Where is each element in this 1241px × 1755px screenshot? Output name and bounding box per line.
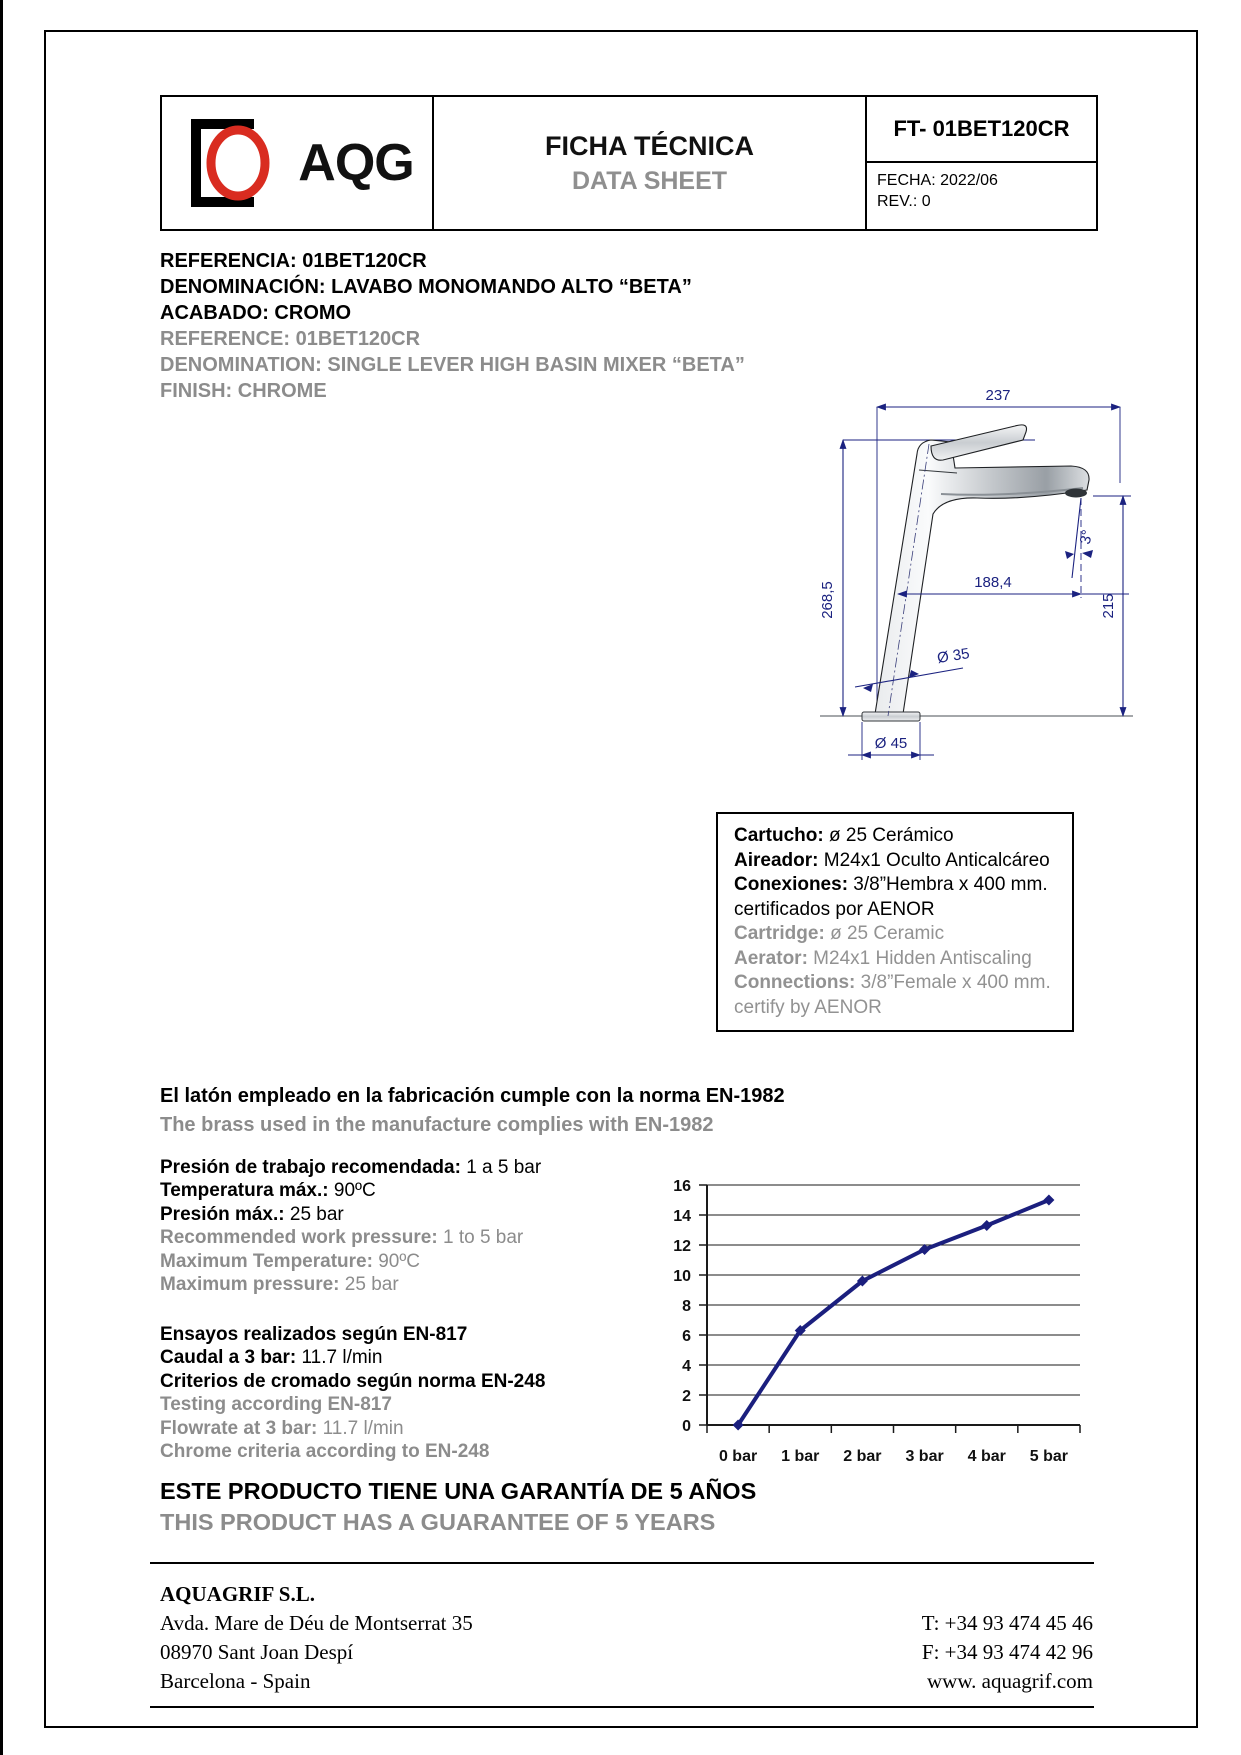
testing-row <box>160 1346 545 1369</box>
norm-es: El latón empleado en la fabricación cumple con la norma EN-1982 <box>160 1085 785 1107</box>
chart-y-tick-label: 8 <box>682 1298 691 1315</box>
spec-label: Aireador: <box>734 849 819 871</box>
doc-date: FECHA: 2022/06 <box>877 172 998 189</box>
spec-value: 1 to 5 bar <box>437 1227 524 1249</box>
doc-title-en: DATA SHEET <box>571 166 728 195</box>
footer-top-rule <box>150 1562 1094 1564</box>
product-finish: FINISH: CHROME <box>160 380 327 402</box>
dim-label-body-diameter: Ø 35 <box>935 645 971 667</box>
angle-arrow-left <box>1065 551 1074 559</box>
chart-data-marker <box>1043 1195 1054 1206</box>
dim-label-spout-reach: 188,4 <box>974 574 1012 591</box>
fax-line: F: +34 93 474 42 96 <box>921 1640 1093 1664</box>
spec-label: Testing according EN-817 <box>160 1394 392 1416</box>
aerator <box>1065 489 1087 498</box>
spec-label: Maximum pressure: <box>160 1274 340 1296</box>
pressure-row <box>160 1203 541 1226</box>
product-referencia: REFERENCIA: 01BET120CR <box>160 250 427 272</box>
dim-label-total-width: 237 <box>985 387 1011 404</box>
reference-cell <box>867 97 1096 229</box>
chart-y-tick-label: 6 <box>682 1328 691 1345</box>
norm-statement <box>160 1082 785 1140</box>
product-denominacion: DENOMINACIÓN: LAVABO MONOMANDO ALTO “BETA” <box>160 276 692 298</box>
spec-value: ø 25 Ceramic <box>824 923 945 944</box>
spec-label: Chrome criteria according to EN-248 <box>160 1441 490 1463</box>
spec-label: Flowrate at 3 bar: <box>160 1417 318 1439</box>
product-acabado: ACABADO: CROMO <box>160 302 352 324</box>
guarantee-statement <box>160 1476 756 1538</box>
chart-x-tick-label: 3 bar <box>905 1448 944 1465</box>
doc-title-es: FICHA TÉCNICA <box>545 130 754 161</box>
address-line: Avda. Mare de Déu de Montserrat 35 <box>160 1611 473 1635</box>
testing-row <box>160 1393 545 1416</box>
chart-y-tick-label: 0 <box>682 1418 691 1435</box>
footer-contact-block <box>922 1609 1093 1696</box>
spec-label: Criterios de cromado según norma EN-248 <box>160 1370 546 1392</box>
testing-specs <box>160 1323 545 1463</box>
logo-red-ring <box>211 130 265 196</box>
spec-label: Temperatura máx.: <box>160 1180 329 1202</box>
chart-x-tick-label: 5 bar <box>1029 1448 1069 1465</box>
testing-row <box>160 1417 545 1440</box>
chart-y-tick-label: 2 <box>682 1388 691 1405</box>
chart-y-tick-label: 14 <box>673 1208 691 1225</box>
guarantee-en: THIS PRODUCT HAS A GUARANTEE OF 5 YEARS <box>160 1509 716 1535</box>
address-line: Barcelona - Spain <box>160 1669 311 1693</box>
logo-wordmark: AQG <box>298 134 414 192</box>
spec-label: Cartucho: <box>734 825 824 846</box>
testing-row <box>160 1323 545 1346</box>
norm-en: The brass used in the manufacture complies with EN-1982 <box>160 1114 714 1136</box>
spec-label: Ensayos realizados según EN-817 <box>160 1324 468 1345</box>
dim-label-total-height: 268,5 <box>819 581 836 619</box>
spec-label: Conexiones: <box>734 874 849 895</box>
spec-value: 1 a 5 bar <box>460 1157 542 1178</box>
phone-line: T: +34 93 474 45 46 <box>921 1611 1093 1635</box>
spec-label: Presión máx.: <box>160 1203 285 1225</box>
chart-x-tick-label: 2 bar <box>843 1448 882 1465</box>
technical-drawing <box>705 348 1145 810</box>
chart-series-line <box>738 1200 1049 1425</box>
spec-label: Recommended work pressure: <box>160 1227 438 1249</box>
spec-value: 11.7 l/min <box>296 1347 383 1369</box>
chart-y-tick-label: 4 <box>682 1358 691 1375</box>
spec-box <box>716 812 1074 1032</box>
doc-code: FT- 01BET120CR <box>867 97 1096 163</box>
header-table <box>160 95 1098 231</box>
spec-aerator <box>734 947 1056 972</box>
product-identification <box>160 248 745 404</box>
spec-value: M24x1 Hidden Antiscaling <box>807 947 1032 969</box>
dim-label-spout-height: 215 <box>1100 593 1117 619</box>
dim-label-spout-angle: 3° <box>1076 528 1097 546</box>
pressure-row <box>160 1250 541 1273</box>
chart-x-tick-label: 0 bar <box>718 1448 758 1465</box>
chart-x-tick-label: 4 bar <box>967 1448 1006 1465</box>
pressure-row <box>160 1156 541 1179</box>
footer-bottom-rule <box>150 1706 1094 1708</box>
chart-x-tick-label: 1 bar <box>781 1448 820 1465</box>
testing-row <box>160 1440 545 1463</box>
spec-value: 25 bar <box>284 1203 344 1225</box>
spec-value: 3/8”Female x 400 mm. certify by AENOR <box>734 972 1051 1018</box>
spec-cartucho <box>734 824 1056 849</box>
pressure-row <box>160 1273 541 1296</box>
chart-y-tick-label: 10 <box>673 1268 691 1285</box>
spec-value: 3/8”Hembra x 400 mm. certificados por AENOR <box>734 874 1048 920</box>
product-reference: REFERENCE: 01BET120CR <box>160 328 421 350</box>
title-cell <box>434 97 867 229</box>
scan-edge <box>0 0 3 1755</box>
aqg-logo-icon <box>180 115 292 211</box>
spec-label: Aerator: <box>734 947 808 969</box>
chart-data-marker <box>981 1220 992 1231</box>
spec-value: M24x1 Oculto Anticalcáreo <box>818 849 1050 871</box>
spec-value: 90ºC <box>328 1180 376 1202</box>
chart-y-tick-label: 12 <box>673 1238 691 1255</box>
guarantee-es: ESTE PRODUCTO TIENE UNA GARANTÍA DE 5 AÑOS <box>160 1478 757 1504</box>
spec-cartridge <box>734 922 1056 947</box>
website-line: www. aquagrif.com <box>926 1669 1093 1693</box>
doc-revision: REV.: 0 <box>877 193 931 210</box>
spec-value: 90ºC <box>372 1250 421 1272</box>
spec-value: 11.7 l/min <box>317 1417 404 1439</box>
company-name: AQUAGRIF S.L. <box>160 1582 315 1606</box>
spec-label: Connections: <box>734 972 856 993</box>
testing-row <box>160 1370 545 1393</box>
faucet-handle <box>931 425 1027 460</box>
spec-label: Cartridge: <box>734 923 825 944</box>
logo-cell <box>162 97 434 229</box>
spec-label: Caudal a 3 bar: <box>160 1347 297 1369</box>
spec-connections <box>734 971 1056 1020</box>
address-line: 08970 Sant Joan Despí <box>160 1640 354 1664</box>
footer-address-block <box>160 1580 473 1696</box>
spec-value: 25 bar <box>339 1274 399 1296</box>
dim-label-base-diameter: Ø 45 <box>874 735 908 752</box>
spec-aireador <box>734 849 1056 874</box>
angle-arrow-right <box>1082 550 1093 558</box>
spec-label: Maximum Temperature: <box>160 1250 373 1272</box>
spec-value: ø 25 Cerámico <box>823 825 954 846</box>
product-denomination: DENOMINATION: SINGLE LEVER HIGH BASIN MIXER “BETA” <box>160 354 745 376</box>
chart-y-tick-label: 16 <box>673 1178 691 1195</box>
doc-meta <box>867 163 1096 229</box>
pressure-specs <box>160 1156 541 1296</box>
pressure-row <box>160 1226 541 1249</box>
flow-chart <box>612 1163 1090 1468</box>
spec-conexiones <box>734 873 1056 922</box>
base-plate <box>862 712 920 721</box>
spec-label: Presión de trabajo recomendada: <box>160 1157 461 1178</box>
pressure-row <box>160 1179 541 1202</box>
